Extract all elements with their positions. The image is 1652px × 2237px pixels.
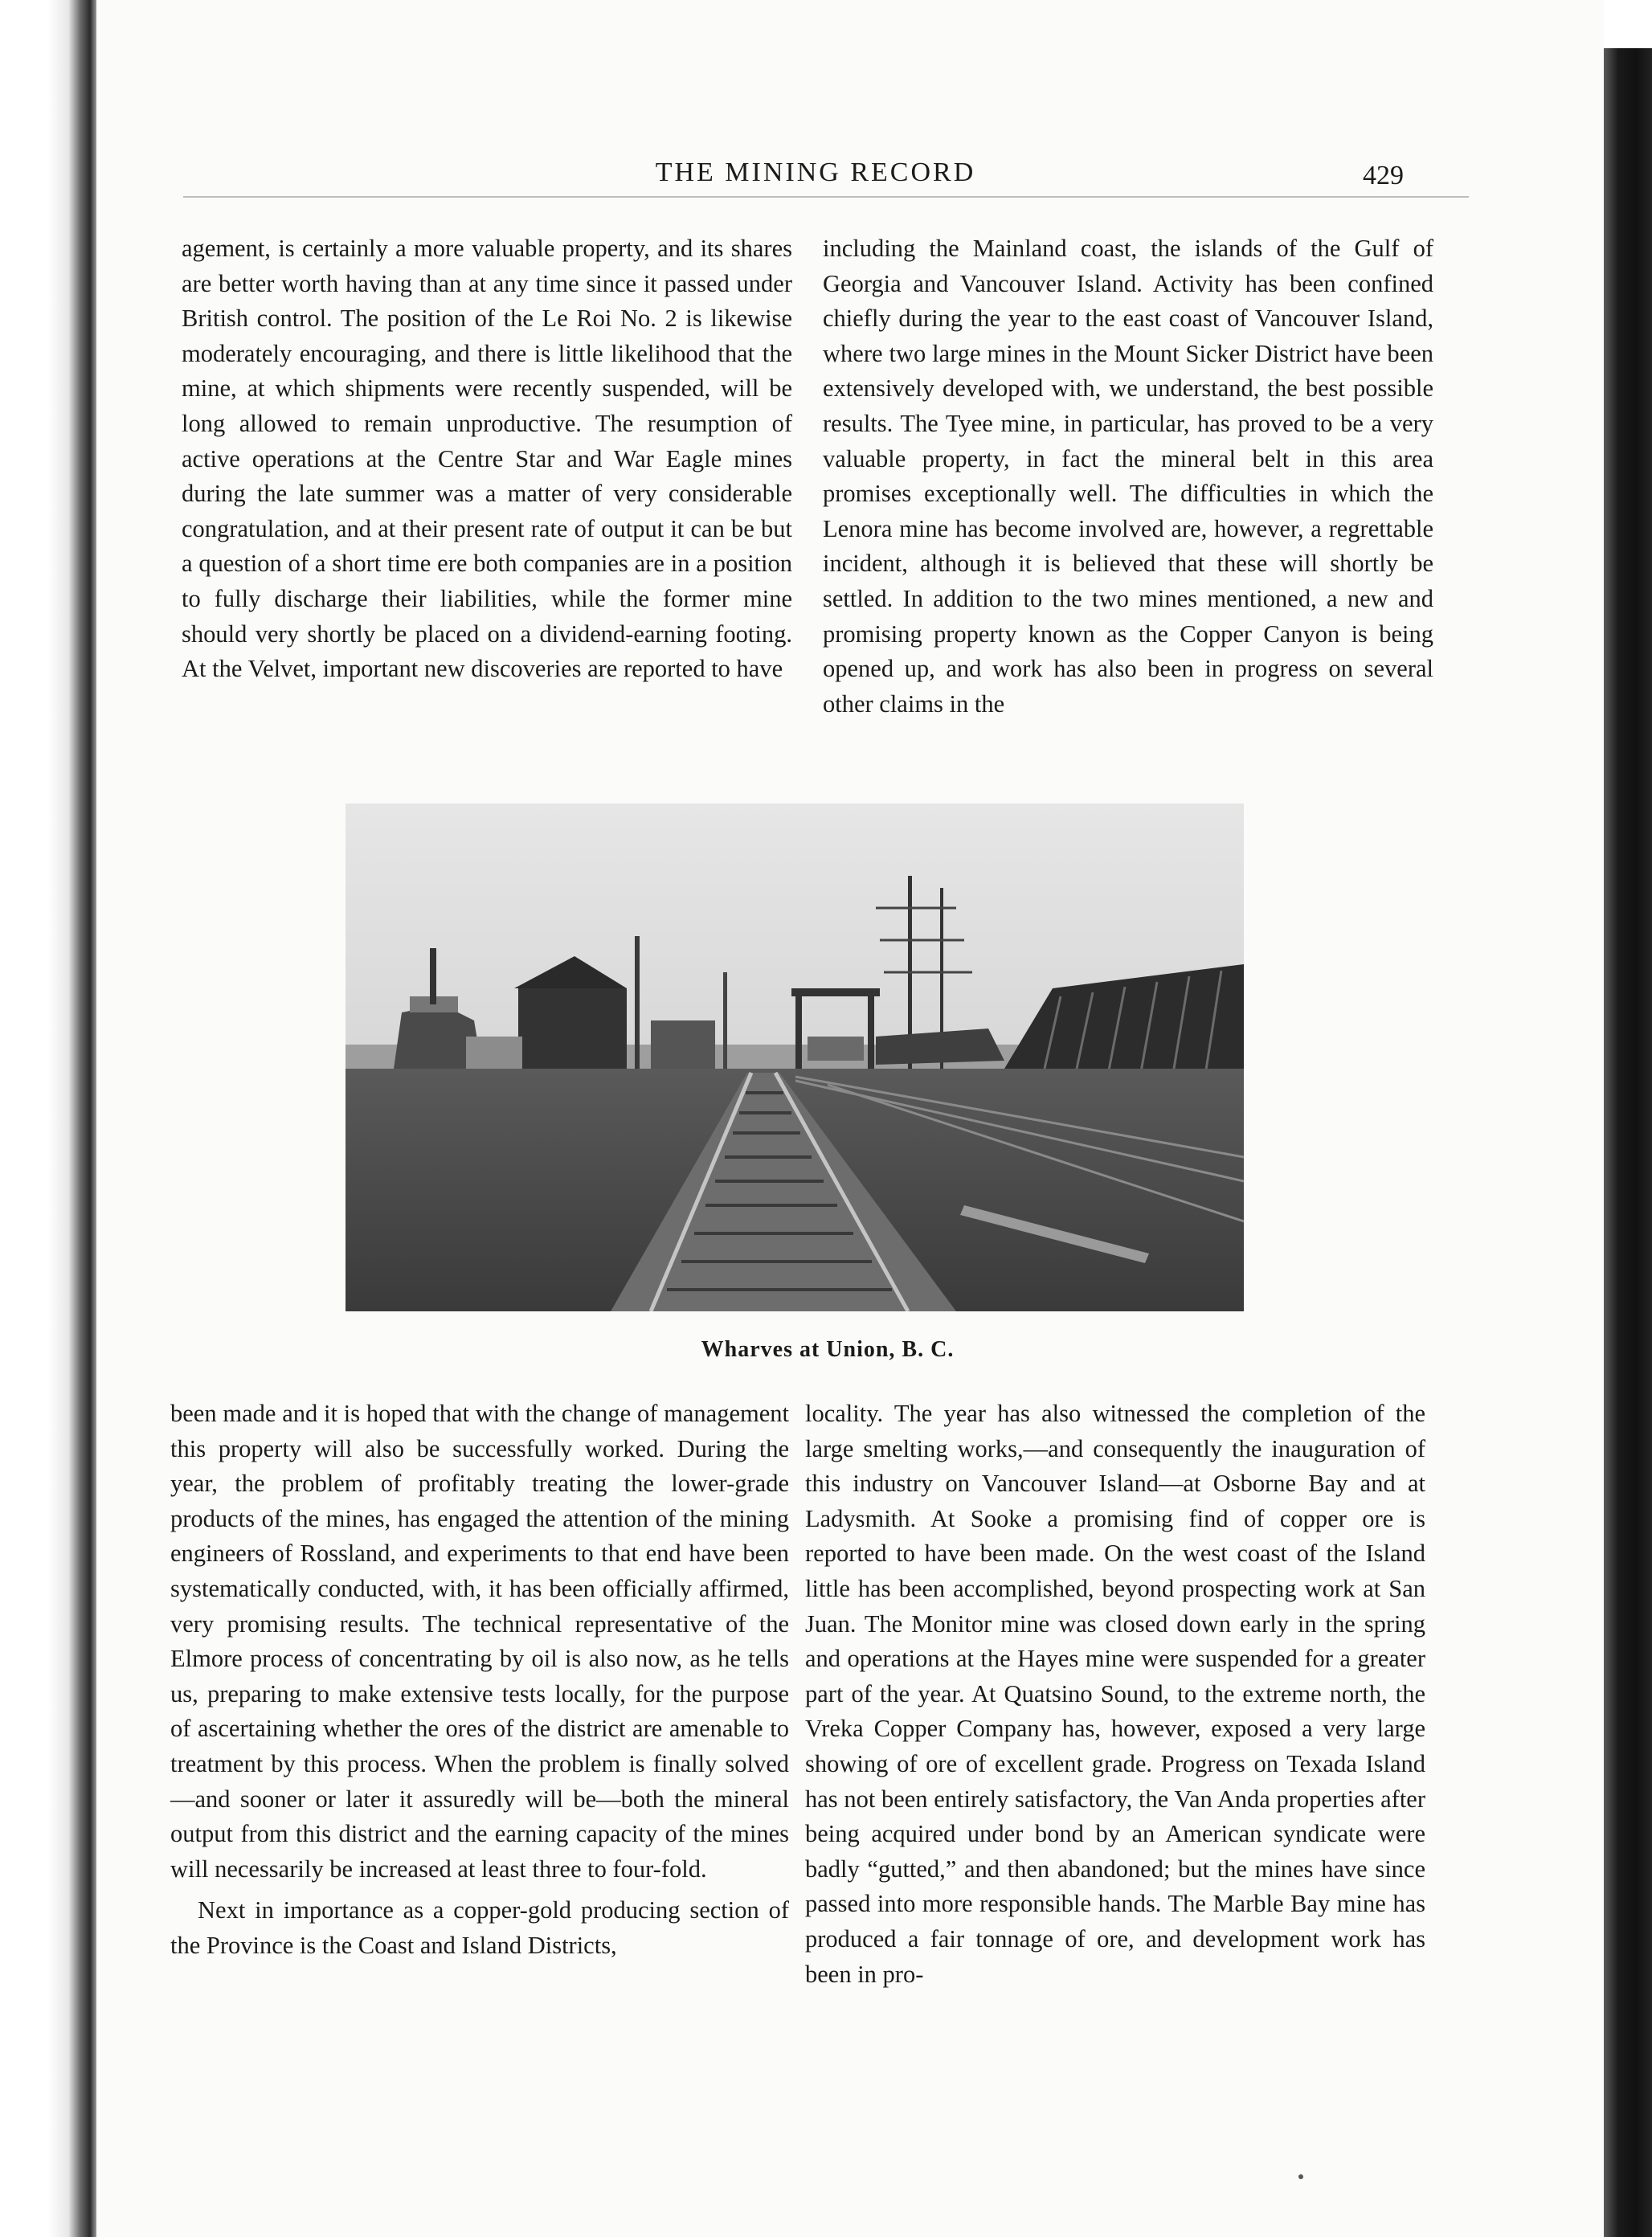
page-corner	[1604, 0, 1652, 48]
paragraph: locality. The year has also witnessed the completion of the large smelting works,—and consequently the inauguration of this industry on Vancouver Island—at Osborne Bay and at Ladysmith. At Sooke a promising find of copper ore is reported to have been made. On the west coast of the Island little has been accomplished, beyond prospecting work at San Juan. The Monitor mine was closed down early in the spring and operations at the Hayes mine were suspended for a greater part of the year. At Quatsino Sound, to the extreme north, the Vreka Copper Company has, however, exposed a very large showing of ore of excellent grade. Progress on Texada Island has not been entirely satisfactory, the Van Anda properties after being acquired under bond by an American syndicate were badly “gutted,” and then abandoned; but the mines have since passed into more responsible hands. The Marble Bay mine has produced a fair tonnage of ore, and development work has been in pro-	[805, 1400, 1425, 1988]
page-number: 429	[1363, 161, 1404, 190]
book-edge-right	[1604, 48, 1652, 2237]
paragraph: agement, is certainly a more valuable property, and its shares are better worth having than at any time since it passed under British control. The position of the Le Roi No. 2 is likewise moderately encouraging, and there is little likelihood that the mine, at which shipments were recently suspended, will be long allowed to remain unproductive. The resumption of active operations at the Centre Star and War Eagle mines during the late summer was a matter of very considerable congratulation, and at their present rate of output it can be but a question of a short time ere both companies are in a position to fully discharge their liabilities, while the former mine should very shortly be placed on a dividend-earning footing. At the Velvet, important new discoveries are reported to have	[182, 235, 792, 683]
running-head: THE MINING RECORD	[655, 157, 976, 187]
wharf-photo-image	[346, 804, 1244, 1311]
scan-speck	[1298, 2174, 1303, 2179]
header-rule	[183, 196, 1469, 198]
paragraph: Next in importance as a copper-gold producing section of the Province is the Coast and Island Districts,	[170, 1896, 789, 1959]
column-top-right	[823, 231, 1433, 722]
column-bottom-right	[805, 1397, 1425, 1992]
column-top-left	[182, 231, 792, 687]
paragraph: including the Mainland coast, the islands of the Gulf of Georgia and Vancouver Island. Activity has been confined chiefly during the year to the east coast of Vancouver Island, where two large mines in the Mount Sicker District have been extensively developed with, we understand, the best possible results. The Tyee mine, in particular, has proved to be a very valuable property, in fact the mineral belt in this area promises exceptionally well. The difficulties in which the Lenora mine has become involved are, however, a regrettable incident, although it is believed that these will shortly be settled. In addition to the two mines mentioned, a new and promising property known as the Copper Canyon is being opened up, and work has also been in progress on several other claims in the	[823, 235, 1433, 718]
paragraph: been made and it is hoped that with the change of management this property will also be successfully worked. During the year, the problem of profitably treating the lower-grade products of the mines, has engaged the attention of the mining engineers of Rossland, and experiments to that end have been systematically conducted, with, it has been officially affirmed, very promising results. The technical representative of the Elmore process of concentrating by oil is also now, as he tells us, preparing to make extensive tests locally, for the purpose of ascertaining whether the ores of the district are amenable to treatment by this process. When the problem is finally solved—and sooner or later it assuredly will be—both the mineral output from this district and the earning capacity of the mines will necessarily be increased at least three to four-fold.	[170, 1400, 789, 1883]
book-binding-left	[0, 0, 96, 2237]
column-bottom-left	[170, 1397, 789, 1964]
page-header	[0, 157, 1652, 198]
figure-caption: Wharves at Union, B. C.	[701, 1337, 955, 1362]
wharf-photograph	[346, 804, 1244, 1311]
